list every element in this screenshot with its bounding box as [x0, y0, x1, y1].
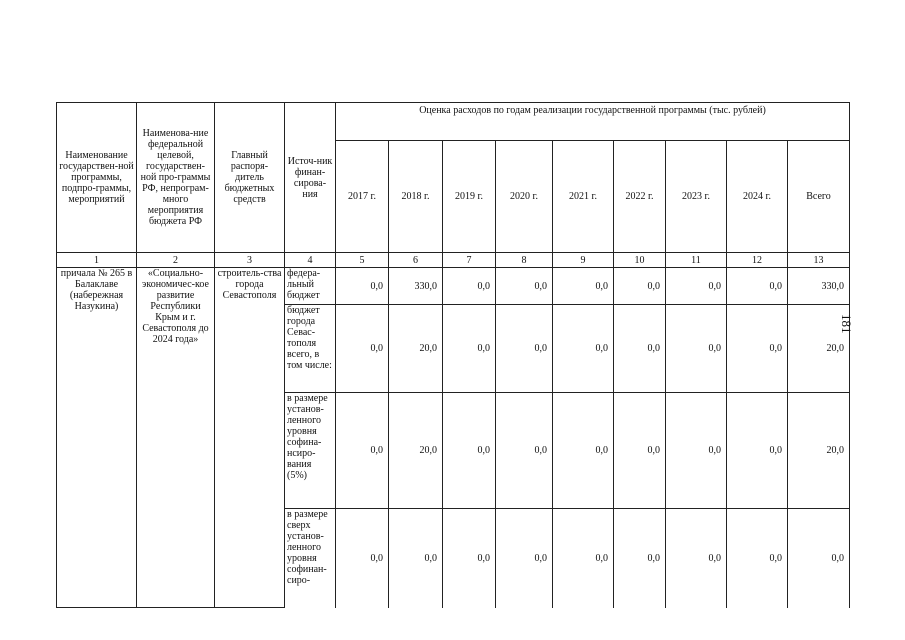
column-number: 7	[443, 253, 496, 268]
column-number: 5	[336, 253, 389, 268]
funding-source: бюджет города Севас-тополя всего, в том числе:	[285, 305, 336, 393]
funding-source: федера-льный бюджет	[285, 268, 336, 305]
value-cell: 0,0	[496, 509, 553, 608]
value-cell: 20,0	[788, 393, 850, 509]
value-cell: 0,0	[614, 393, 666, 509]
value-cell: 0,0	[614, 509, 666, 608]
value-cell: 0,0	[553, 305, 614, 393]
value-cell: 330,0	[788, 268, 850, 305]
value-cell: 0,0	[336, 509, 389, 608]
value-cell: 330,0	[389, 268, 443, 305]
value-cell: 0,0	[336, 393, 389, 509]
header-year-2020: 2020 г.	[496, 141, 553, 253]
column-number: 1	[57, 253, 137, 268]
federal-program-name: «Социально-экономичес-кое развитие Республики Крым и г. Севастополя до 2024 года»	[137, 268, 215, 608]
column-number: 8	[496, 253, 553, 268]
page-number: 181	[839, 314, 854, 334]
header-total: Всего	[788, 141, 850, 253]
column-number-row	[57, 253, 850, 268]
value-cell: 0,0	[553, 509, 614, 608]
column-number: 2	[137, 253, 215, 268]
header-year-2023: 2023 г.	[666, 141, 727, 253]
column-number: 4	[285, 253, 336, 268]
value-cell: 0,0	[389, 509, 443, 608]
value-cell: 0,0	[614, 305, 666, 393]
header-administrator: Главный распоря-дитель бюджетных средств	[215, 103, 285, 253]
value-cell: 0,0	[553, 268, 614, 305]
administrator-name: строитель-ства города Севастополя	[215, 268, 285, 608]
column-number: 9	[553, 253, 614, 268]
value-cell: 0,0	[666, 268, 727, 305]
column-number: 10	[614, 253, 666, 268]
column-number: 11	[666, 253, 727, 268]
value-cell: 0,0	[443, 509, 496, 608]
header-year-2019: 2019 г.	[443, 141, 496, 253]
value-cell: 0,0	[443, 305, 496, 393]
header-year-2021: 2021 г.	[553, 141, 614, 253]
value-cell: 0,0	[727, 393, 788, 509]
value-cell: 0,0	[788, 509, 850, 608]
funding-source: в размере сверх установ-ленного уровня софинан-сиро-	[285, 509, 336, 608]
value-cell: 0,0	[727, 305, 788, 393]
funding-source: в размере установ-ленного уровня софина-нсиро-вания (5%)	[285, 393, 336, 509]
value-cell: 20,0	[389, 393, 443, 509]
header-expense-estimate: Оценка расходов по годам реализации государственной программы (тыс. рублей)	[336, 103, 850, 141]
value-cell: 0,0	[666, 305, 727, 393]
value-cell: 0,0	[666, 393, 727, 509]
column-number: 3	[215, 253, 285, 268]
value-cell: 0,0	[496, 305, 553, 393]
header-year-2017: 2017 г.	[336, 141, 389, 253]
value-cell: 0,0	[666, 509, 727, 608]
header-program-name: Наименование государствен-ной программы, подпро-граммы, мероприятий	[57, 103, 137, 253]
header-year-2018: 2018 г.	[389, 141, 443, 253]
column-number: 13	[788, 253, 850, 268]
activity-name: причала № 265 в Балаклаве (набережная Назукина)	[57, 268, 137, 608]
value-cell: 20,0	[389, 305, 443, 393]
header-funding-source: Источ-ник финан-сирова-ния	[285, 103, 336, 253]
value-cell: 0,0	[336, 305, 389, 393]
column-number: 12	[727, 253, 788, 268]
value-cell: 0,0	[727, 268, 788, 305]
header-year-2024: 2024 г.	[727, 141, 788, 253]
table-row	[57, 268, 850, 305]
value-cell: 0,0	[443, 393, 496, 509]
value-cell: 20,0	[788, 305, 850, 393]
value-cell: 0,0	[443, 268, 496, 305]
value-cell: 0,0	[336, 268, 389, 305]
value-cell: 0,0	[496, 393, 553, 509]
budget-table	[56, 102, 850, 608]
value-cell: 0,0	[496, 268, 553, 305]
column-number: 6	[389, 253, 443, 268]
value-cell: 0,0	[553, 393, 614, 509]
value-cell: 0,0	[614, 268, 666, 305]
header-year-2022: 2022 г.	[614, 141, 666, 253]
value-cell: 0,0	[727, 509, 788, 608]
header-federal-program: Наименова-ние федеральной целевой, государствен-ной про-граммы РФ, непрограм-много мероприятия бюджета РФ	[137, 103, 215, 253]
